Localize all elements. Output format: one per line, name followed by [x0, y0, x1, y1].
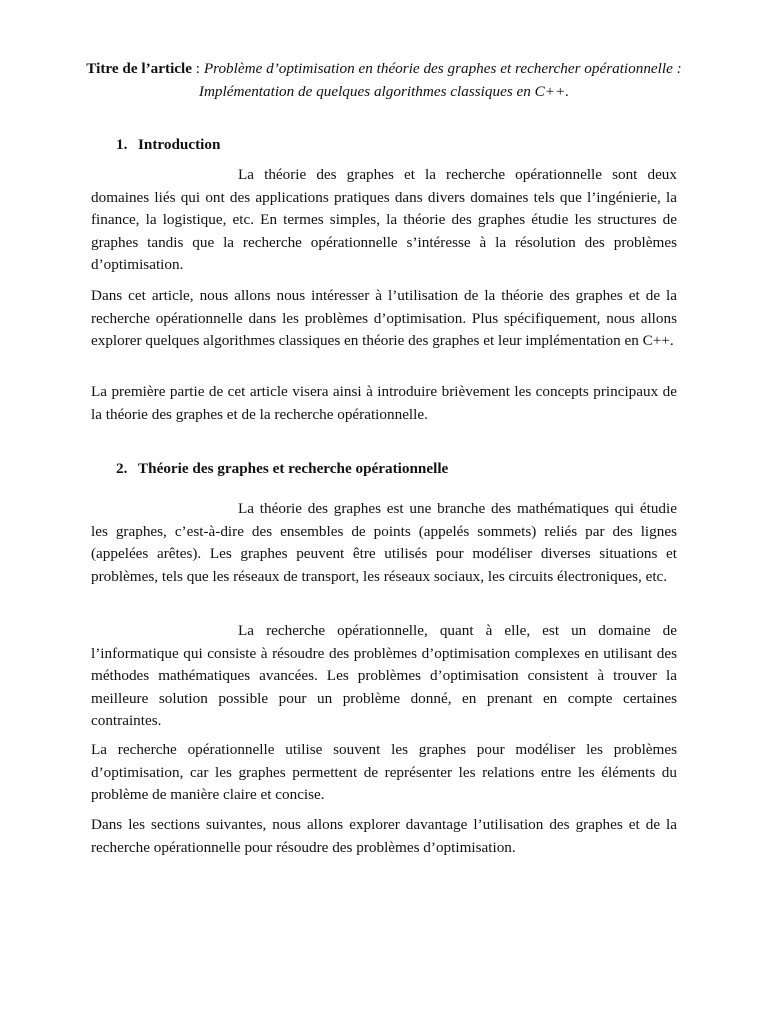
- article-title: Problème d’optimisation en théorie des graphes et rechercher opérationnelle : Implémentation de quelques algorithmes classiques en C++.: [198, 60, 682, 100]
- paragraph: Dans cet article, nous allons nous intéresser à l’utilisation de la théorie des graphes et de la recherche opérationnelle dans les problèmes d’optimisation. Plus spécifiquement, nous allons explorer quelques algorithmes classiques en théorie des graphes et leur implémentation en C++.: [91, 287, 677, 349]
- paragraph: La recherche opérationnelle, quant à elle, est un domaine de l’informatique qui consiste à résoudre des problèmes d’optimisation complexes en utilisant des méthodes mathématiques avancées. Les problèmes d’optimisation consistent à trouver la meilleure solution possible pour un problème donné, en prenant en compte certaines contraintes.: [91, 622, 677, 729]
- title-label: Titre de l’article: [86, 60, 192, 77]
- title-separator: :: [192, 60, 204, 77]
- paragraph: La recherche opérationnelle utilise souvent les graphes pour modéliser les problèmes d’optimisation, car les graphes permettent de représenter les relations entre les éléments du problème de manière claire et concise.: [91, 741, 677, 803]
- paragraph: La théorie des graphes et la recherche opérationnelle sont deux domaines liés qui ont des applications pratiques dans divers domaines tels que l’ingénierie, la finance, la logistique, etc. En termes simples, la théorie des graphes étudie les structures de graphes tandis que la recherche opérationnelle s’intéresse à la résolution des problèmes d’optimisation.: [91, 166, 677, 273]
- paragraph: La théorie des graphes est une branche des mathématiques qui étudie les graphes, c’est-à-dire des ensembles de points (appelés sommets) reliés par des lignes (appelées arêtes). Les graphes peuvent être utilisés pour modéliser diverses situations et problèmes, tels que les réseaux de transport, les réseaux sociaux, les circuits électroniques, etc.: [91, 500, 677, 585]
- article-title-block: [70, 58, 698, 103]
- section-heading-theorie: [116, 458, 448, 481]
- section-title: Introduction: [138, 136, 221, 153]
- paragraph: La première partie de cet article visera ainsi à introduire brièvement les concepts principaux de la théorie des graphes et de la recherche opérationnelle.: [91, 383, 677, 423]
- section-heading-introduction: [116, 134, 220, 157]
- section-number: 1.: [116, 136, 128, 153]
- section-title: Théorie des graphes et recherche opérationnelle: [138, 460, 449, 477]
- section-number: 2.: [116, 460, 128, 477]
- paragraph: Dans les sections suivantes, nous allons explorer davantage l’utilisation des graphes et de la recherche opérationnelle pour résoudre des problèmes d’optimisation.: [91, 816, 677, 856]
